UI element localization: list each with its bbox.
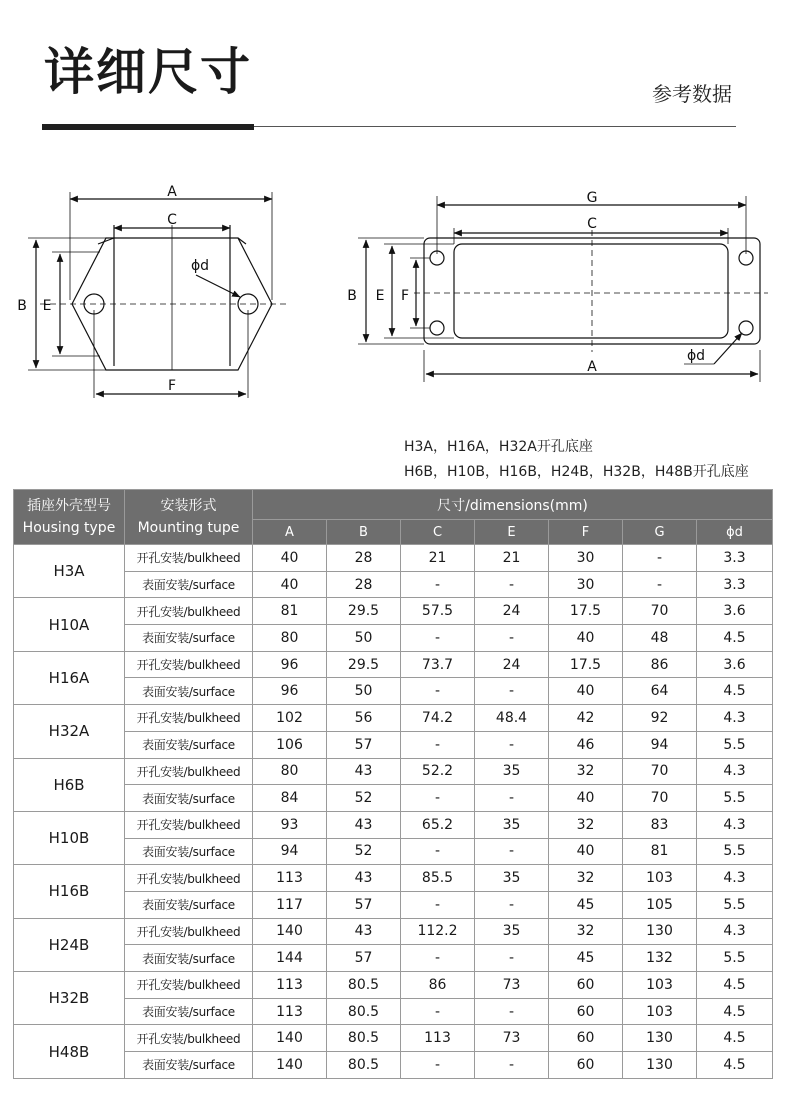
table-row — [14, 758, 773, 785]
dimension-value-cell: 73.7 — [401, 651, 475, 678]
header-mounting-type-en: Mounting tupe — [137, 520, 240, 536]
dimension-value-cell: 5.5 — [697, 785, 773, 812]
dimension-value-cell: 57 — [327, 945, 401, 972]
dimension-value-cell: 40 — [253, 571, 327, 598]
dimension-value-cell: - — [475, 945, 549, 972]
dimension-value-cell: 103 — [623, 998, 697, 1025]
header-housing-type — [14, 490, 125, 545]
housing-type-cell: H6B — [14, 758, 125, 811]
dimension-value-cell: 28 — [327, 545, 401, 572]
right-label-g: G — [586, 190, 598, 206]
dimension-value-cell: 43 — [327, 758, 401, 785]
table-row — [14, 945, 773, 972]
dimension-value-cell: - — [401, 785, 475, 812]
header-dim-4: F — [549, 520, 623, 545]
header-housing-type-cn: 插座外壳型号 — [27, 498, 111, 514]
header-dim-0: A — [253, 520, 327, 545]
dimension-value-cell: 106 — [253, 731, 327, 758]
mounting-type-cell: 表面安装/surface — [125, 785, 253, 812]
dimension-value-cell: 80 — [253, 758, 327, 785]
mounting-type-cell: 表面安装/surface — [125, 731, 253, 758]
dimension-value-cell: - — [401, 1052, 475, 1079]
dimension-value-cell: 102 — [253, 705, 327, 732]
dimension-value-cell: 32 — [549, 758, 623, 785]
right-label-f: F — [400, 288, 410, 304]
dimension-value-cell: 132 — [623, 945, 697, 972]
left-label-e: E — [42, 298, 52, 314]
dimension-value-cell: 52 — [327, 785, 401, 812]
note-line-1: H3A，H16A，H32A开孔底座 — [404, 439, 593, 455]
dimension-value-cell: 130 — [623, 1052, 697, 1079]
mounting-type-cell: 开孔安装/bulkheed — [125, 651, 253, 678]
dimension-value-cell: 80.5 — [327, 1052, 401, 1079]
housing-type-cell: H10A — [14, 598, 125, 651]
page-title: 详细尺寸 — [44, 43, 252, 101]
dimension-value-cell: 4.3 — [697, 865, 773, 892]
dimension-value-cell: 80.5 — [327, 998, 401, 1025]
table-row — [14, 918, 773, 945]
housing-type-cell: H3A — [14, 545, 125, 598]
dimension-value-cell: 86 — [401, 972, 475, 999]
mounting-type-cell: 表面安装/surface — [125, 1052, 253, 1079]
housing-type-cell: H16B — [14, 865, 125, 918]
dimension-value-cell: 144 — [253, 945, 327, 972]
table-row — [14, 785, 773, 812]
dimension-value-cell: 35 — [475, 811, 549, 838]
dimension-value-cell: 80.5 — [327, 972, 401, 999]
dimension-value-cell: 32 — [549, 811, 623, 838]
dimension-value-cell: - — [475, 891, 549, 918]
dimension-value-cell: 43 — [327, 811, 401, 838]
mounting-type-cell: 开孔安装/bulkheed — [125, 545, 253, 572]
table-row — [14, 545, 773, 572]
dimension-value-cell: 5.5 — [697, 838, 773, 865]
dimension-value-cell: - — [401, 731, 475, 758]
dimension-value-cell: - — [401, 625, 475, 652]
dimension-value-cell: 113 — [253, 865, 327, 892]
dimension-value-cell: 50 — [327, 625, 401, 652]
mounting-type-cell: 表面安装/surface — [125, 945, 253, 972]
right-label-b: B — [347, 288, 357, 304]
dimension-value-cell: 5.5 — [697, 891, 773, 918]
left-label-c: C — [167, 212, 177, 228]
left-flange-drawing — [28, 192, 290, 398]
table-row — [14, 972, 773, 999]
dimension-value-cell: 70 — [623, 785, 697, 812]
housing-type-cell: H16A — [14, 651, 125, 704]
dimension-value-cell: 60 — [549, 1052, 623, 1079]
dimension-value-cell: 86 — [623, 651, 697, 678]
right-label-e: E — [375, 288, 385, 304]
dimension-value-cell: 40 — [549, 625, 623, 652]
dimension-value-cell: 40 — [549, 678, 623, 705]
dimension-value-cell: 32 — [549, 865, 623, 892]
dimension-value-cell: 60 — [549, 972, 623, 999]
dimension-value-cell: 35 — [475, 758, 549, 785]
dimension-value-cell: 96 — [253, 678, 327, 705]
dimension-value-cell: 56 — [327, 705, 401, 732]
dimension-value-cell: - — [475, 838, 549, 865]
left-label-phid: ϕd — [190, 258, 210, 274]
dimension-value-cell: - — [475, 1052, 549, 1079]
table-row — [14, 678, 773, 705]
header-mounting-type — [125, 490, 253, 545]
dimension-value-cell: 96 — [253, 651, 327, 678]
dimension-value-cell: 3.6 — [697, 598, 773, 625]
header-mounting-type-cn: 安装形式 — [160, 498, 217, 514]
dimension-value-cell: 46 — [549, 731, 623, 758]
dimension-value-cell: 50 — [327, 678, 401, 705]
dimension-value-cell: 4.5 — [697, 678, 773, 705]
dimension-value-cell: - — [475, 571, 549, 598]
dimension-value-cell: 70 — [623, 758, 697, 785]
dimension-value-cell: 93 — [253, 811, 327, 838]
dimension-value-cell: 80 — [253, 625, 327, 652]
header-housing-type-en: Housing type — [22, 520, 116, 536]
dimension-value-cell: 52 — [327, 838, 401, 865]
table-row — [14, 811, 773, 838]
dimension-value-cell: - — [475, 625, 549, 652]
mounting-type-cell: 开孔安装/bulkheed — [125, 865, 253, 892]
dimension-value-cell: 4.5 — [697, 1025, 773, 1052]
dimension-value-cell: - — [475, 785, 549, 812]
dimensions-table — [13, 489, 773, 1079]
dimension-value-cell: 30 — [549, 571, 623, 598]
table-row — [14, 891, 773, 918]
dimension-value-cell: 64 — [623, 678, 697, 705]
housing-type-cell: H48B — [14, 1025, 125, 1078]
dimension-value-cell: 45 — [549, 945, 623, 972]
mounting-type-cell: 表面安装/surface — [125, 838, 253, 865]
dimension-value-cell: 24 — [475, 651, 549, 678]
mounting-type-cell: 开孔安装/bulkheed — [125, 598, 253, 625]
dimension-value-cell: 28 — [327, 571, 401, 598]
dimension-value-cell: 4.5 — [697, 625, 773, 652]
dimension-value-cell: 21 — [401, 545, 475, 572]
dimension-value-cell: 24 — [475, 598, 549, 625]
dimension-value-cell: 113 — [401, 1025, 475, 1052]
dimension-value-cell: 4.3 — [697, 918, 773, 945]
table-row — [14, 625, 773, 652]
dimension-value-cell: 84 — [253, 785, 327, 812]
dimension-value-cell: - — [623, 545, 697, 572]
right-label-phid: ϕd — [686, 348, 706, 364]
dimension-value-cell: 4.3 — [697, 758, 773, 785]
dimension-value-cell: 17.5 — [549, 598, 623, 625]
mounting-type-cell: 开孔安装/bulkheed — [125, 758, 253, 785]
table-row — [14, 865, 773, 892]
page-subtitle: 参考数据 — [652, 82, 732, 106]
header-dim-1: B — [327, 520, 401, 545]
dimension-value-cell: 140 — [253, 1025, 327, 1052]
dimension-value-cell: - — [401, 571, 475, 598]
dimension-value-cell: 4.5 — [697, 1052, 773, 1079]
dimension-value-cell: 117 — [253, 891, 327, 918]
dimension-value-cell: - — [401, 998, 475, 1025]
dimension-value-cell: 70 — [623, 598, 697, 625]
dimension-value-cell: 30 — [549, 545, 623, 572]
table-row — [14, 598, 773, 625]
dimension-value-cell: 81 — [623, 838, 697, 865]
dimension-value-cell: - — [401, 891, 475, 918]
dimension-value-cell: 40 — [253, 545, 327, 572]
dimension-value-cell: - — [475, 998, 549, 1025]
housing-type-cell: H32A — [14, 705, 125, 758]
dimension-value-cell: 29.5 — [327, 598, 401, 625]
dimension-value-cell: 74.2 — [401, 705, 475, 732]
dimension-value-cell: 113 — [253, 972, 327, 999]
table-row — [14, 571, 773, 598]
housing-type-cell: H24B — [14, 918, 125, 971]
dimension-value-cell: 3.6 — [697, 651, 773, 678]
dimension-value-cell: 65.2 — [401, 811, 475, 838]
mounting-type-cell: 开孔安装/bulkheed — [125, 1025, 253, 1052]
dimension-value-cell: 57 — [327, 891, 401, 918]
dimension-value-cell: 60 — [549, 998, 623, 1025]
dimension-value-cell: 4.5 — [697, 998, 773, 1025]
dimension-value-cell: 5.5 — [697, 945, 773, 972]
mounting-type-cell: 开孔安装/bulkheed — [125, 918, 253, 945]
dimension-value-cell: 94 — [253, 838, 327, 865]
table-row — [14, 998, 773, 1025]
mounting-type-cell: 表面安装/surface — [125, 678, 253, 705]
header-dim-2: C — [401, 520, 475, 545]
mounting-type-cell: 表面安装/surface — [125, 625, 253, 652]
dimension-value-cell: 112.2 — [401, 918, 475, 945]
dimension-value-cell: 140 — [253, 1052, 327, 1079]
mounting-type-cell: 表面安装/surface — [125, 998, 253, 1025]
dimension-value-cell: 94 — [623, 731, 697, 758]
dimension-value-cell: 35 — [475, 865, 549, 892]
dimension-value-cell: 40 — [549, 785, 623, 812]
dimension-value-cell: 3.3 — [697, 571, 773, 598]
header-dim-5: G — [623, 520, 697, 545]
table-row — [14, 1052, 773, 1079]
housing-type-cell: H32B — [14, 972, 125, 1025]
dimension-value-cell: - — [401, 838, 475, 865]
dimension-value-cell: 32 — [549, 918, 623, 945]
right-bulkhead-drawing — [358, 196, 768, 382]
dimension-value-cell: 4.5 — [697, 972, 773, 999]
left-label-a: A — [167, 184, 177, 200]
dimension-value-cell: 57 — [327, 731, 401, 758]
table-row — [14, 651, 773, 678]
mounting-type-cell: 开孔安装/bulkheed — [125, 811, 253, 838]
dimension-value-cell: 4.3 — [697, 705, 773, 732]
dimension-value-cell: 29.5 — [327, 651, 401, 678]
dimension-value-cell: 42 — [549, 705, 623, 732]
note-line-2: H6B，H10B，H16B，H24B，H32B，H48B开孔底座 — [404, 464, 749, 480]
dimension-value-cell: 92 — [623, 705, 697, 732]
dimension-value-cell: 140 — [253, 918, 327, 945]
header-divider — [254, 126, 736, 127]
dimension-value-cell: 60 — [549, 1025, 623, 1052]
dimension-value-cell: 45 — [549, 891, 623, 918]
dimension-value-cell: 17.5 — [549, 651, 623, 678]
dimension-value-cell: - — [401, 945, 475, 972]
dimension-value-cell: 4.3 — [697, 811, 773, 838]
dimension-value-cell: 73 — [475, 1025, 549, 1052]
left-label-f: F — [167, 378, 177, 394]
dimension-value-cell: 40 — [549, 838, 623, 865]
dimension-value-cell: 83 — [623, 811, 697, 838]
mounting-type-cell: 开孔安装/bulkheed — [125, 705, 253, 732]
right-label-c: C — [587, 216, 597, 232]
dimension-value-cell: 103 — [623, 972, 697, 999]
dimension-value-cell: 43 — [327, 865, 401, 892]
left-label-b: B — [17, 298, 27, 314]
dimension-value-cell: 21 — [475, 545, 549, 572]
header-dim-3: E — [475, 520, 549, 545]
dimension-value-cell: 103 — [623, 865, 697, 892]
dimension-value-cell: 52.2 — [401, 758, 475, 785]
dimension-value-cell: 113 — [253, 998, 327, 1025]
dimension-value-cell: - — [623, 571, 697, 598]
dimension-value-cell: 35 — [475, 918, 549, 945]
dimension-value-cell: 105 — [623, 891, 697, 918]
table-row — [14, 838, 773, 865]
table-row — [14, 1025, 773, 1052]
dimension-value-cell: - — [475, 678, 549, 705]
dimension-value-cell: - — [475, 731, 549, 758]
dimension-value-cell: 73 — [475, 972, 549, 999]
dimension-drawing — [0, 170, 790, 410]
table-row — [14, 731, 773, 758]
dimension-value-cell: 130 — [623, 1025, 697, 1052]
title-underline — [42, 124, 254, 130]
housing-type-cell: H10B — [14, 811, 125, 864]
header-dim-6: ϕd — [697, 520, 773, 545]
dimension-value-cell: 48.4 — [475, 705, 549, 732]
dimension-value-cell: - — [401, 678, 475, 705]
dimension-value-cell: 3.3 — [697, 545, 773, 572]
mounting-type-cell: 表面安装/surface — [125, 891, 253, 918]
dimension-value-cell: 85.5 — [401, 865, 475, 892]
dimension-value-cell: 81 — [253, 598, 327, 625]
dimension-value-cell: 43 — [327, 918, 401, 945]
header-dimensions: 尺寸/dimensions(mm) — [253, 490, 773, 520]
mounting-type-cell: 开孔安装/bulkheed — [125, 972, 253, 999]
dimension-value-cell: 80.5 — [327, 1025, 401, 1052]
table-row — [14, 705, 773, 732]
dimension-value-cell: 5.5 — [697, 731, 773, 758]
dimension-value-cell: 130 — [623, 918, 697, 945]
dimension-value-cell: 48 — [623, 625, 697, 652]
mounting-type-cell: 表面安装/surface — [125, 571, 253, 598]
dimension-value-cell: 57.5 — [401, 598, 475, 625]
right-label-a: A — [587, 359, 597, 375]
